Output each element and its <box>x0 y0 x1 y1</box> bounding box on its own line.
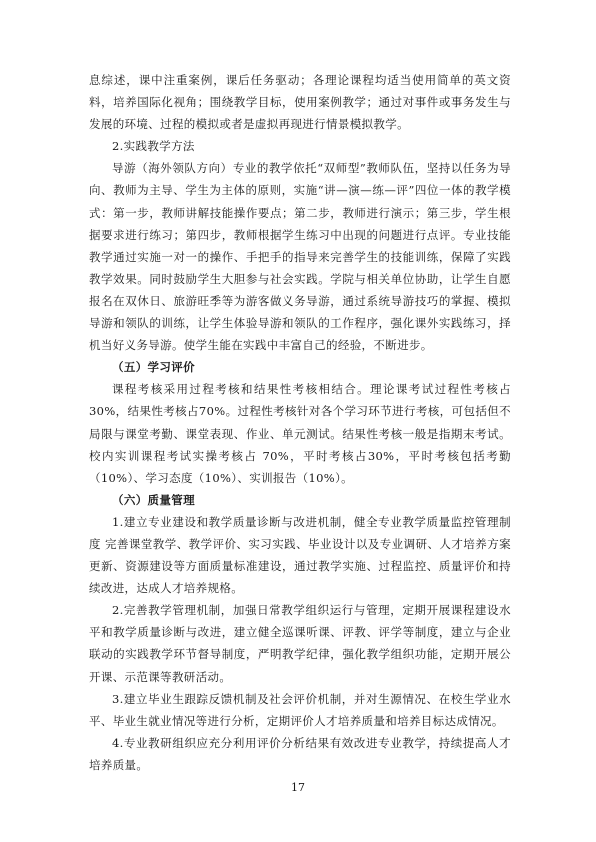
paragraph-quality-item-2: 2.完善教学管理机制，加强日常教学组织运行与管理，定期开展课程建设水平和教学质量诊断与改进，建立健全巡课听课、评教、评学等制度，建立与企业联动的实践教学环节督导制度，严明教学纪律，强化教学组织功能，定期开展公开课、示范课等教研活动。 <box>89 603 511 684</box>
paragraph-quality-item-4: 4.专业教研组织应充分利用评价分析结果有效改进专业教学，持续提高人才培养质量。 <box>89 735 511 772</box>
page-number: 17 <box>291 781 305 794</box>
paragraph-practice-teaching: 导游（海外领队方向）专业的教学依托“双师型”教师队伍，坚持以任务为导向、教师为主导、学生为主体的原则，实施“讲—演—练—评”四位一体的教学模式：第一步，教师讲解技能操作要点；第二步，教师进行演示；第三步，学生根据要求进行练习；第四步，教师根据学生练习中出现的问题进行点评。专业技能教学通过实施一对一的操作、手把手的指导来完善学生的技能训练，保障了实践教学效果。同时鼓励学生大胆参与社会实践。学院与相关单位协助，让学生自愿报名在双休日、旅游旺季等为游客做义务导游，通过系统导游技巧的掌握、模拟导游和领队的训练，让学生体验导游和领队的工作程序，强化课外实践练习，择机当好义务导游。使学生能在实践中丰富自己的经验，不断进步。 <box>89 161 511 353</box>
paragraph-intro-continued: 息综述，课中注重案例，课后任务驱动；各理论课程均适当使用简单的英文资料，培养国际化视角；围绕教学目标，使用案例教学；通过对事件或事务发生与发展的环境、过程的模拟或者是虚拟再现进行情景模拟教学。 <box>89 73 511 132</box>
paragraph-quality-item-1: 1.建立专业建设和教学质量诊断与改进机制，健全专业教学质量监控管理制度 完善课堂教学、教学评价、实习实践、毕业设计以及专业调研、人才培养方案更新、资源建设等方面质量标准建设，通过教学实施、过程监控、质量评价和持续改进，达成人才培养规格。 <box>89 514 511 596</box>
page-content <box>89 69 511 776</box>
paragraph-learning-evaluation: 课程考核采用过程考核和结果性考核相结合。理论课考试过程性考核占30%，结果性考核占70%。过程性考核针对各个学习环节进行考核，可包括但不局限与课堂考勤、课堂表现、作业、单元测试。结果性考核一般是指期末考试。校内实训课程考试实操考核占 70%，平时考核占30%，平时考核包括考勤（10%）、学习态度（10%）、实训报告（10%）。 <box>89 382 511 485</box>
subheading-practice-teaching-methods: 2.实践教学方法 <box>112 139 195 154</box>
paragraph-quality-item-3: 3.建立毕业生跟踪反馈机制及社会评价机制，并对生源情况、在校生学业水平、毕业生就业情况等进行分析，定期评价人才培养质量和培养目标达成情况。 <box>89 691 511 728</box>
heading-quality-management: （六）质量管理 <box>112 492 195 507</box>
heading-learning-evaluation: （五）学习评价 <box>112 360 195 375</box>
